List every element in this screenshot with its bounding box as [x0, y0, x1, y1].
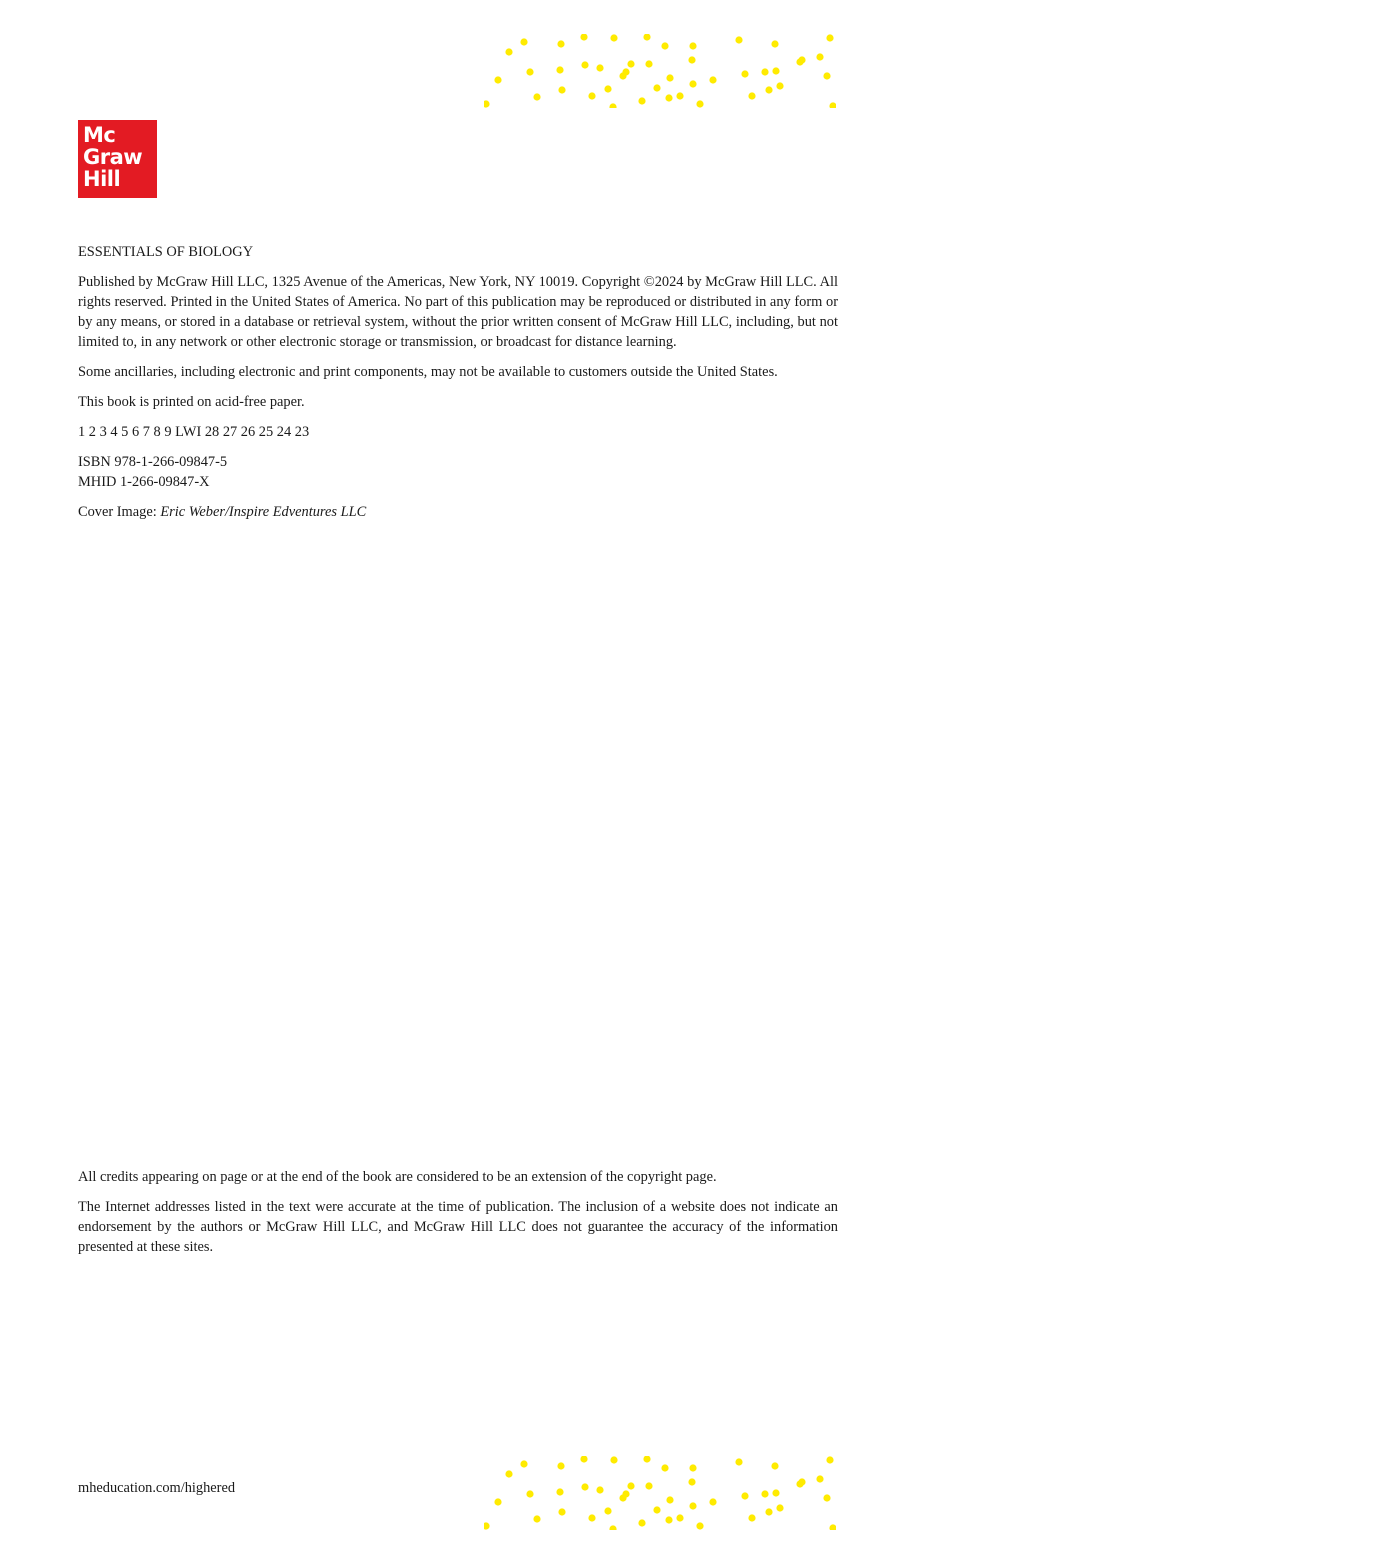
decorative-dot	[826, 34, 833, 41]
decorative-dot	[761, 68, 768, 75]
decorative-dot	[665, 1516, 672, 1523]
decorative-dot	[653, 1506, 660, 1513]
decorative-dot	[556, 1488, 563, 1495]
publishing-notice: Published by McGraw Hill LLC, 1325 Avenue of the Americas, New York, NY 10019. Copyright ©2024 by McGraw Hill LLC. All rights reserved. Printed in the United States of America. No part of this publication may be reproduced or distributed in any form or by any means, or stored in a database or retrieval system, without the prior written consent of McGraw Hill LLC, including, but not limited to, in any network or other electronic storage or transmission, or broadcast for distance learning.	[78, 274, 838, 350]
decorative-dot	[709, 76, 716, 83]
decorative-dot	[643, 34, 650, 41]
logo-line-1: Mc	[83, 123, 116, 147]
decorative-dot	[520, 1460, 527, 1467]
decorative-dot	[638, 1519, 645, 1526]
decorative-dot	[581, 61, 588, 68]
decorative-dot	[556, 66, 563, 73]
decorative-dot	[816, 1475, 823, 1482]
decorative-dot	[776, 82, 783, 89]
copyright-lower-block	[78, 1167, 838, 1267]
decorative-dots-bottom	[484, 1456, 836, 1530]
decorative-dot	[676, 1514, 683, 1521]
decorative-dot	[823, 1494, 830, 1501]
decorative-dot	[666, 1496, 673, 1503]
decorative-dot	[581, 1483, 588, 1490]
decorative-dot	[610, 1456, 617, 1463]
decorative-dot	[604, 1507, 611, 1514]
decorative-dot	[610, 34, 617, 41]
decorative-dot	[665, 94, 672, 101]
decorative-dot	[588, 92, 595, 99]
decorative-dot	[666, 74, 673, 81]
decorative-dot	[558, 1508, 565, 1515]
decorative-dot	[596, 64, 603, 71]
decorative-dot	[494, 76, 501, 83]
decorative-dot	[619, 1494, 626, 1501]
decorative-dot	[748, 92, 755, 99]
decorative-dot	[653, 84, 660, 91]
decorative-dot	[696, 100, 703, 107]
cover-image-label: Cover Image:	[78, 504, 161, 520]
isbn-block	[78, 452, 838, 492]
decorative-dot	[645, 60, 652, 67]
decorative-dot	[484, 100, 490, 107]
decorative-dot	[772, 1489, 779, 1496]
decorative-dot	[494, 1498, 501, 1505]
decorative-dot	[526, 1490, 533, 1497]
decorative-dot	[627, 1482, 634, 1489]
decorative-dot	[533, 1515, 540, 1522]
decorative-dot	[580, 34, 587, 41]
decorative-dot	[596, 1486, 603, 1493]
printing-line: 1 2 3 4 5 6 7 8 9 LWI 28 27 26 25 24 23	[78, 424, 310, 440]
decorative-dot	[645, 1482, 652, 1489]
decorative-dot	[796, 58, 803, 65]
logo-line-3: Hill	[83, 167, 121, 191]
paper-notice: This book is printed on acid-free paper.	[78, 394, 305, 410]
isbn: ISBN 978-1-266-09847-5	[78, 454, 228, 470]
credits-notice: All credits appearing on page or at the end of the book are considered to be an extension of the copyright page.	[78, 1169, 717, 1185]
decorative-dot	[609, 1525, 616, 1530]
decorative-dot	[505, 48, 512, 55]
decorative-dot	[689, 1464, 696, 1471]
website-link[interactable]: mheducation.com/highered	[78, 1480, 236, 1496]
decorative-dot	[765, 1508, 772, 1515]
copyright-main-block	[78, 242, 838, 532]
decorative-dot	[604, 85, 611, 92]
decorative-dot	[526, 68, 533, 75]
dots-pattern-top	[484, 34, 836, 108]
dots-pattern-bottom	[484, 1456, 836, 1530]
decorative-dot	[557, 1462, 564, 1469]
decorative-dot	[661, 1464, 668, 1471]
decorative-dot	[627, 60, 634, 67]
decorative-dot	[796, 1480, 803, 1487]
decorative-dot	[609, 103, 616, 108]
decorative-dot	[741, 70, 748, 77]
decorative-dot	[709, 1498, 716, 1505]
decorative-dot	[638, 97, 645, 104]
decorative-dot	[689, 1502, 696, 1509]
internet-notice: The Internet addresses listed in the text were accurate at the time of publication. The inclusion of a website does not indicate an endorsement by the authors or McGraw Hill LLC, and McGraw Hill LLC does not guarantee the accuracy of the information presented at these sites.	[78, 1199, 838, 1255]
decorative-dot	[557, 40, 564, 47]
decorative-dot	[689, 80, 696, 87]
book-title: ESSENTIALS OF BIOLOGY	[78, 244, 254, 260]
decorative-dot	[826, 1456, 833, 1463]
decorative-dot	[520, 38, 527, 45]
decorative-dot	[588, 1514, 595, 1521]
decorative-dot	[829, 1524, 836, 1530]
decorative-dot	[776, 1504, 783, 1511]
decorative-dot	[676, 92, 683, 99]
decorative-dot	[558, 86, 565, 93]
decorative-dot	[735, 36, 742, 43]
decorative-dot	[772, 67, 779, 74]
decorative-dot	[823, 72, 830, 79]
mhid: MHID 1-266-09847-X	[78, 474, 210, 490]
decorative-dot	[661, 42, 668, 49]
decorative-dot	[741, 1492, 748, 1499]
decorative-dots-top	[484, 34, 836, 108]
decorative-dot	[765, 86, 772, 93]
decorative-dot	[771, 1462, 778, 1469]
decorative-dot	[484, 1522, 490, 1529]
decorative-dot	[696, 1522, 703, 1529]
decorative-dot	[643, 1456, 650, 1463]
decorative-dot	[816, 53, 823, 60]
decorative-dot	[533, 93, 540, 100]
decorative-dot	[735, 1458, 742, 1465]
decorative-dot	[580, 1456, 587, 1463]
mcgraw-hill-logo	[78, 120, 157, 198]
decorative-dot	[761, 1490, 768, 1497]
decorative-dot	[748, 1514, 755, 1521]
cover-image-line	[78, 502, 838, 522]
decorative-dot	[505, 1470, 512, 1477]
decorative-dot	[688, 1478, 695, 1485]
decorative-dot	[829, 102, 836, 108]
decorative-dot	[771, 40, 778, 47]
cover-image-credit: Eric Weber/Inspire Edventures LLC	[160, 504, 367, 520]
decorative-dot	[619, 72, 626, 79]
decorative-dot	[689, 42, 696, 49]
logo-line-2: Graw	[83, 145, 143, 169]
ancillaries-notice: Some ancillaries, including electronic and print components, may not be available to customers outside the United States.	[78, 364, 778, 380]
decorative-dot	[688, 56, 695, 63]
